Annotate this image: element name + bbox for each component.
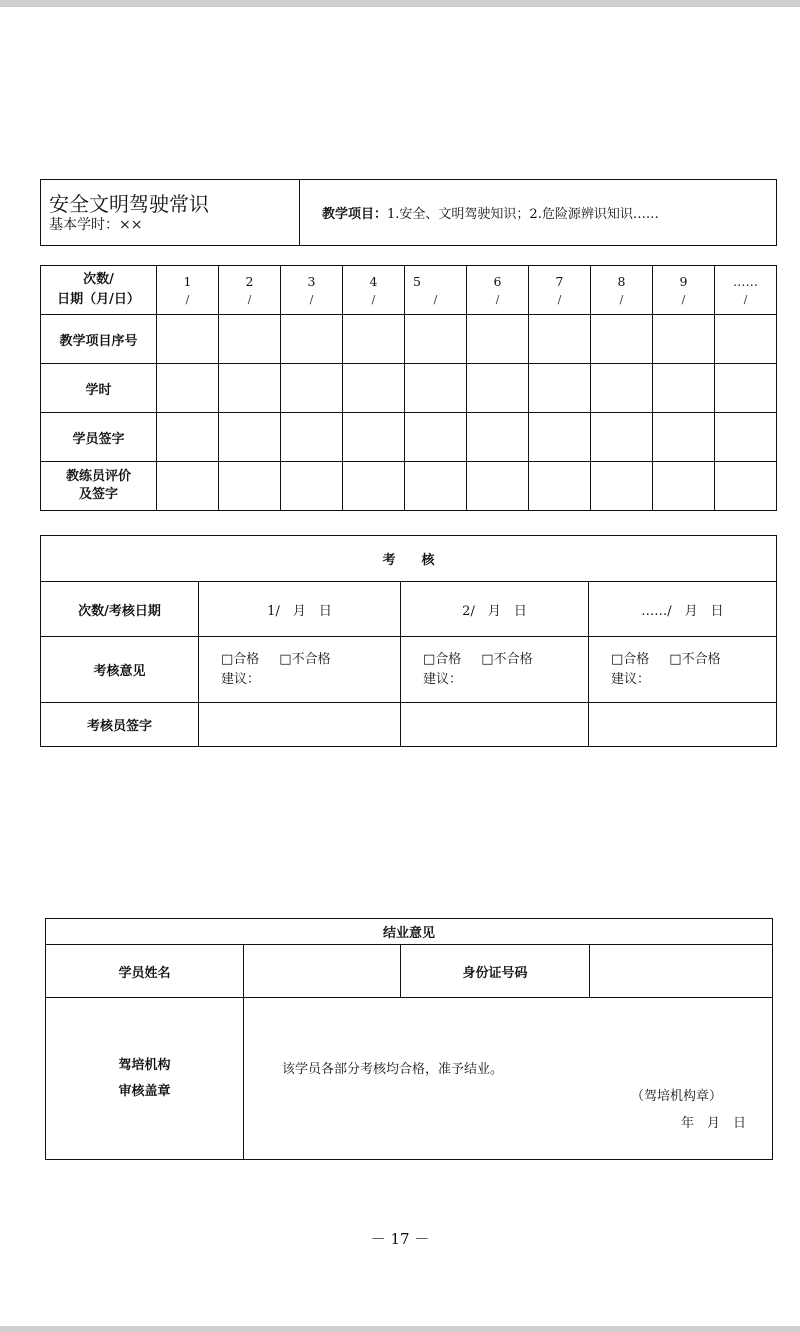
course-hours: 基本学时：×× — [49, 216, 143, 233]
table-row — [41, 364, 777, 413]
completion-date: 年 月 日 — [680, 1116, 746, 1131]
schedule-head-line1: 次数/ — [83, 272, 114, 287]
session-col-3: 3 / — [281, 266, 343, 315]
exam-date-3: ……/ 月 日 — [589, 582, 777, 637]
suggest-label: 建议： — [221, 671, 261, 687]
exam-opinion-3 — [589, 637, 777, 703]
exam-date-2: 2/ 月 日 — [401, 582, 589, 637]
row-label-project: 教学项目序号 — [41, 315, 157, 364]
suggest-label: 建议： — [423, 671, 463, 687]
fail-checkbox[interactable]: □不合格 — [669, 651, 721, 667]
session-col-5: 5 / — [405, 266, 467, 315]
row-label-student-sign: 学员签字 — [41, 413, 157, 462]
org-seal-text: （驾培机构章） — [630, 1089, 722, 1104]
exam-table — [40, 535, 777, 747]
session-col-8: 8 / — [591, 266, 653, 315]
completion-table — [45, 918, 773, 1160]
top-border — [0, 0, 800, 7]
project-label: 教学项目： — [322, 207, 388, 222]
exam-date-label: 次数/考核日期 — [41, 582, 199, 637]
table-row — [41, 462, 777, 511]
exam-opinion-1 — [199, 637, 401, 703]
session-col-1: 1 / — [157, 266, 219, 315]
session-col-4: 4 / — [343, 266, 405, 315]
examiner-sign-label: 考核员签字 — [41, 703, 199, 747]
course-title-cell — [41, 180, 300, 246]
bottom-border — [0, 1326, 800, 1332]
row-label-coach-eval: 教练员评价 及签字 — [41, 462, 157, 511]
project-cell — [300, 180, 777, 246]
row-label-hours: 学时 — [41, 364, 157, 413]
exam-opinion-label: 考核意见 — [41, 637, 199, 703]
exam-opinion-2 — [401, 637, 589, 703]
page-number: － 17 － — [370, 1230, 430, 1248]
session-col-6: 6 / — [467, 266, 529, 315]
pass-checkbox[interactable]: □合格 — [221, 651, 260, 667]
exam-date-1: 1/ 月 日 — [199, 582, 401, 637]
suggest-label: 建议： — [611, 671, 651, 687]
schedule-table — [40, 265, 777, 511]
exam-title: 考 核 — [41, 536, 777, 582]
completion-message: 该学员各部分考核均合格，准予结业。 — [282, 1062, 504, 1077]
schedule-head-cell — [41, 266, 157, 315]
table-row — [41, 413, 777, 462]
session-col-7: 7 / — [529, 266, 591, 315]
session-col-more: …… / — [715, 266, 777, 315]
table-row — [41, 315, 777, 364]
project-text: 1.安全、文明驾驶知识；2.危险源辨识知识…… — [387, 207, 659, 222]
course-header-table — [40, 179, 777, 246]
student-name-label: 学员姓名 — [46, 945, 244, 998]
student-name-value — [244, 945, 401, 998]
pass-checkbox[interactable]: □合格 — [423, 651, 462, 667]
id-number-value — [590, 945, 773, 998]
course-title: 安全文明驾驶常识 — [49, 191, 209, 216]
completion-message-cell — [244, 998, 773, 1160]
id-number-label: 身份证号码 — [401, 945, 590, 998]
completion-title: 结业意见 — [46, 919, 773, 945]
org-review-label: 驾培机构 审核盖章 — [46, 998, 244, 1160]
schedule-head-line2: 日期（月/日） — [57, 292, 140, 307]
session-col-2: 2 / — [219, 266, 281, 315]
fail-checkbox[interactable]: □不合格 — [481, 651, 533, 667]
fail-checkbox[interactable]: □不合格 — [279, 651, 331, 667]
session-col-9: 9 / — [653, 266, 715, 315]
pass-checkbox[interactable]: □合格 — [611, 651, 650, 667]
